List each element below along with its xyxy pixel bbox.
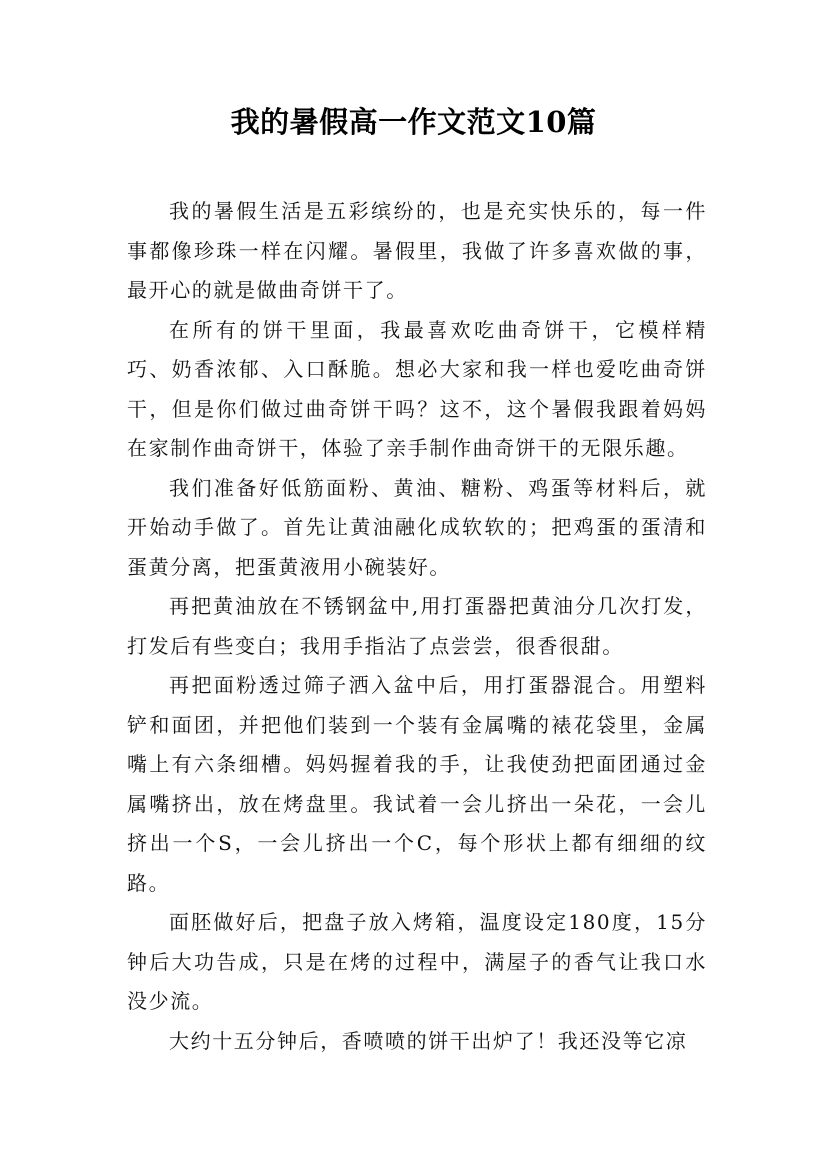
paragraph: 我们准备好低筋面粉、黄油、糖粉、鸡蛋等材料后，就开始动手做了。首先让黄油融化成软软的；把鸡蛋的蛋清和蛋黄分离，把蛋黄液用小碗装好。	[127, 475, 707, 579]
paragraph: 再把黄油放在不锈钢盆中,用打蛋器把黄油分几次打发，打发后有些变白；我用手指沾了点尝尝，很香很甜。	[127, 594, 707, 658]
paragraph: 我的暑假生活是五彩缤纷的，也是充实快乐的，每一件事都像珍珠一样在闪耀。暑假里，我做了许多喜欢做的事，最开心的就是做曲奇饼干了。	[127, 199, 707, 302]
paragraph: 大约十五分钟后，香喷喷的饼干出炉了！我还没等它凉	[169, 1028, 688, 1053]
document-title: 我的暑假高一作文范文10篇	[230, 105, 597, 139]
paragraph: 面胚做好后，把盘子放入烤箱，温度设定180度，15分钟后大功告成，只是在烤的过程中，满屋子的香气让我口水没少流。	[127, 910, 707, 1013]
paragraph: 在所有的饼干里面，我最喜欢吃曲奇饼干，它模样精巧、奶香浓郁、入口酥脆。想必大家和我一样也爱吃曲奇饼干，但是你们做过曲奇饼干吗？这不，这个暑假我跟着妈妈在家制作曲奇饼干，体验了亲手制作曲奇饼干的无限乐趣。	[127, 317, 707, 460]
paragraph: 再把面粉透过筛子洒入盆中后，用打蛋器混合。用塑料铲和面团，并把他们装到一个装有金属嘴的裱花袋里，金属嘴上有六条细槽。妈妈握着我的手，让我使劲把面团通过金属嘴挤出，放在烤盘里。我试着一会儿挤出一朵花，一会儿挤出一个S，一会儿挤出一个C，每个形状上都有细细的纹路。	[127, 673, 707, 895]
document-body	[127, 192, 707, 1061]
